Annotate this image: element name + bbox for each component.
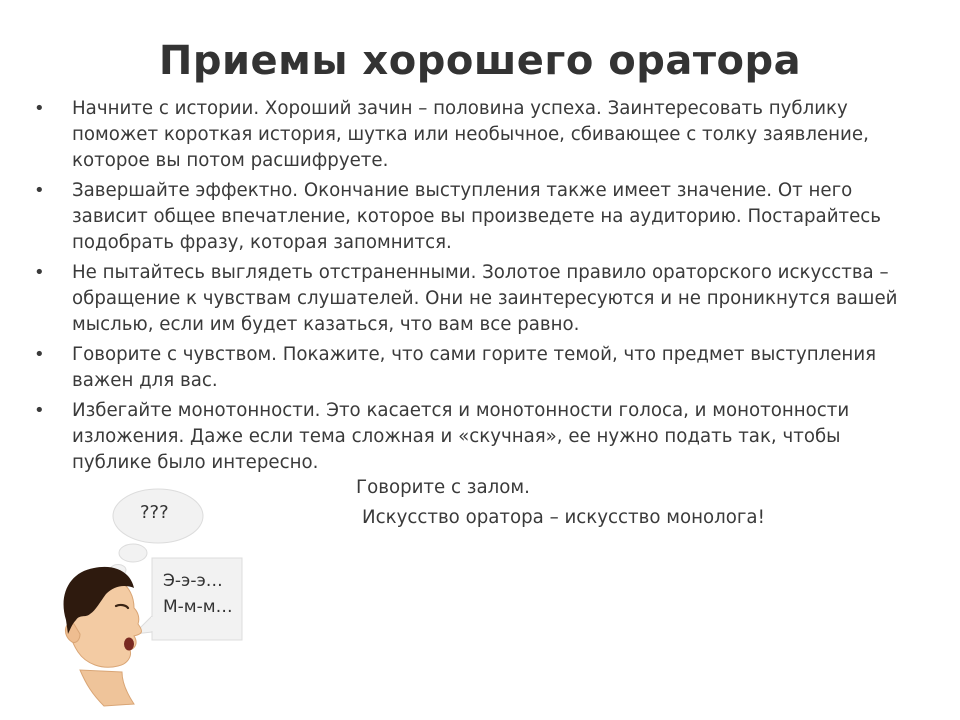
thought-bubble-text: ??? [140, 502, 169, 523]
bullet-marker: • [34, 180, 45, 201]
speech-box-text [163, 568, 233, 620]
bullet-item [34, 260, 914, 338]
speaker-illustration [30, 484, 290, 714]
speech-line-2: М-м-м… [163, 597, 233, 617]
slide-title: Приемы хорошего оратора [158, 38, 802, 84]
speech-line-1: Э-э-э… [163, 571, 223, 591]
bullet-item [34, 342, 914, 394]
closing-line-1: Говорите с залом. [356, 477, 530, 498]
bullet-marker: • [34, 400, 45, 421]
bullet-text: Завершайте эффектно. Окончание выступления также имеет значение. От него зависит общее впечатление, которое вы произведете на аудиторию. Постарайтесь подобрать фразу, которая запомнится. [72, 180, 882, 253]
bullet-text: Не пытайтесь выглядеть отстраненными. Золотое правило ораторского искусства – обращение к чувствам слушателей. Они не заинтересуются и не проникнутся вашей мыслью, если им будет казаться, что вам все равно. [72, 262, 898, 335]
bullet-marker: • [34, 262, 45, 283]
bullet-text: Говорите с чувством. Покажите, что сами горите темой, что предмет выступления важен для вас. [72, 344, 877, 391]
bullet-item [34, 398, 914, 476]
bullet-text: Избегайте монотонности. Это касается и монотонности голоса, и монотонности изложения. Даже если тема сложная и «скучная», ее нужно подать так, чтобы публике было интересно. [72, 400, 850, 473]
bullet-marker: • [34, 344, 45, 365]
bullet-marker: • [34, 98, 45, 119]
closing-line-2: Искусство оратора – искусство монолога! [362, 507, 765, 528]
bullet-text: Начните с истории. Хороший зачин – половина успеха. Заинтересовать публику поможет короткая история, шутка или необычное, сбивающее с толку заявление, которое вы потом расшифруете. [72, 98, 869, 171]
speaker-head [64, 567, 142, 706]
bullet-item [34, 96, 914, 174]
bullet-list [34, 96, 914, 480]
bullet-item [34, 178, 914, 256]
